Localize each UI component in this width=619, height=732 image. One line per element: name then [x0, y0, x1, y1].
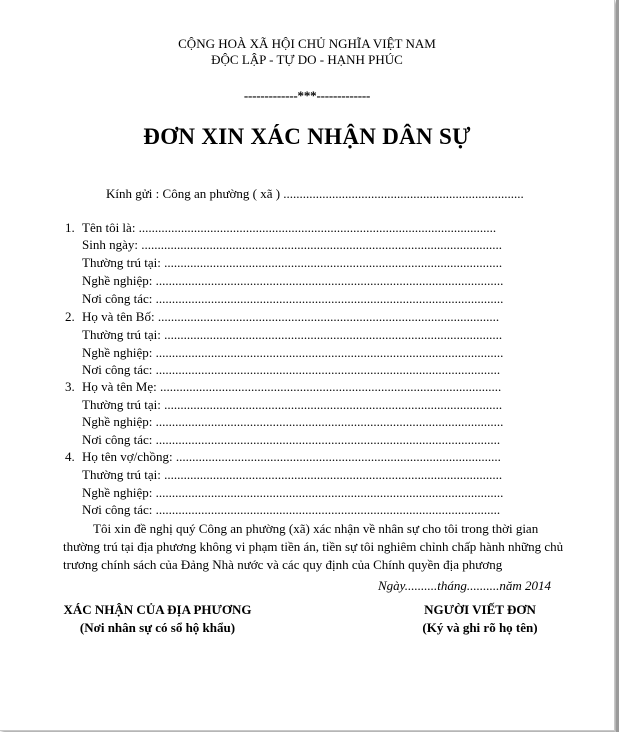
- section-number: 4.: [65, 449, 75, 464]
- field-spouse-residence: Thường trú tại: ........................................................................................................: [82, 467, 503, 482]
- local-confirmation-note: (Nơi nhân sự có sổ hộ khẩu): [79, 620, 236, 635]
- field-mother-residence: Thường trú tại: ........................................................................................................: [82, 397, 503, 412]
- applicant-note: (Ký và ghi rõ họ tên): [422, 620, 538, 635]
- document-title: ĐƠN XIN XÁC NHẬN DÂN SỰ: [143, 124, 471, 149]
- field-mother-occupation: Nghề nghiệp: ...........................................................................................................: [82, 414, 504, 429]
- date-line: Ngày..........tháng..........năm 2014: [378, 578, 551, 593]
- field-occupation: Nghề nghiệp: ...........................................................................................................: [82, 273, 504, 288]
- recipient-line: Kính gửi : Công an phường ( xã ) ..........................................................................: [106, 186, 524, 201]
- applicant-title: NGƯỜI VIẾT ĐƠN: [424, 602, 536, 617]
- request-paragraph-line: trương chính sách của Đảng Nhà nước và các quy định của Chính quyền địa phương: [63, 557, 503, 572]
- field-date-of-birth: Sinh ngày: ...............................................................................................................: [82, 237, 502, 252]
- national-title: CỘNG HOÀ XÃ HỘI CHỦ NGHĨA VIỆT NAM: [178, 36, 436, 51]
- local-confirmation-title: XÁC NHẬN CỦA ĐỊA PHƯƠNG: [63, 602, 252, 617]
- field-residence: Thường trú tại: ........................................................................................................: [82, 255, 503, 270]
- field-spouse-occupation: Nghề nghiệp: ...........................................................................................................: [82, 485, 504, 500]
- field-father-residence: Thường trú tại: ........................................................................................................: [82, 327, 503, 342]
- field-father-name: Họ và tên Bố: .........................................................................................................: [82, 309, 500, 324]
- field-full-name: Tên tôi là: ..............................................................................................................: [82, 220, 497, 235]
- section-number: 1.: [65, 220, 75, 235]
- field-mother-name: Họ và tên Mẹ: .........................................................................................................: [82, 379, 502, 394]
- request-paragraph-line: Tôi xin đề nghị quý Công an phường (xã) xác nhận về nhân sự cho tôi trong thời gian: [93, 521, 539, 536]
- field-workplace: Nơi công tác: ...........................................................................................................: [82, 291, 504, 306]
- national-motto: ĐỘC LẬP - TỰ DO - HẠNH PHÚC: [211, 52, 403, 67]
- header-separator: -------------***-------------: [243, 88, 371, 103]
- section-number: 3.: [65, 379, 75, 394]
- field-father-occupation: Nghề nghiệp: ...........................................................................................................: [82, 345, 504, 360]
- section-number: 2.: [65, 309, 75, 324]
- field-spouse-name: Họ tên vợ/chồng: ....................................................................................................: [82, 449, 501, 464]
- field-father-workplace: Nơi công tác: ..........................................................................................................: [82, 362, 501, 377]
- field-mother-workplace: Nơi công tác: ..........................................................................................................: [82, 432, 501, 447]
- request-paragraph-line: thường trú tại địa phương không vi phạm tiền án, tiền sự tôi nghiêm chỉnh chấp hành những chủ: [63, 539, 564, 554]
- field-spouse-workplace: Nơi công tác: ..........................................................................................................: [82, 502, 501, 517]
